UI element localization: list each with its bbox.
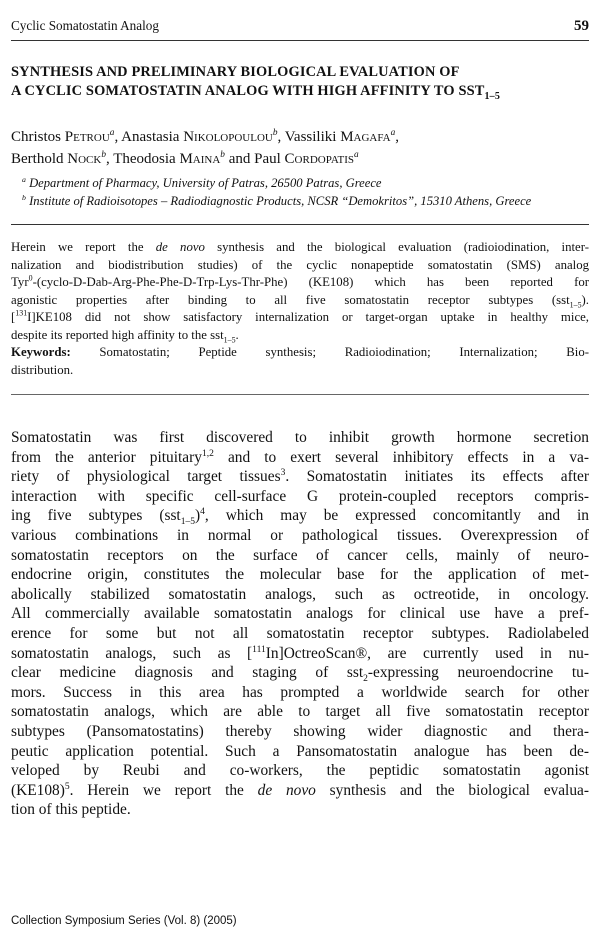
author-list <box>11 126 589 170</box>
article-title <box>11 63 589 101</box>
body-line-4: interaction with specific cell-surface G protein-coupled receptors compris- <box>11 487 589 505</box>
body-line-12: somatostatin analogs, such as [$^{111}$In]OctreoScan®, are currently used in nu- <box>11 643 589 662</box>
abstract-top-rule <box>11 224 589 225</box>
abstract <box>11 239 589 379</box>
body-line-17: peutic application potential. Such a Pansomatostatin analogue has been de- <box>11 742 589 760</box>
affiliation-b: $^b$ Institute of Radioisotopes – Radiodiagnostic Products, NCSR “Demokritos”, 15310 Athens, Greece <box>22 192 532 208</box>
body-line-8: endocrine origin, constitutes the molecular base for the application of met- <box>11 566 589 584</box>
body-line-18: veloped by Reubi and co-workers, the peptidic somatostatin agonist <box>11 762 589 780</box>
body-line-14: mors. Success in this area has prompted a worldwide search for other <box>11 683 589 701</box>
author-line-2: Berthold Nock$^b$, Theodosia Maina$^b$ and Paul Cordopatis$^a$ <box>11 150 359 167</box>
running-head <box>11 18 589 38</box>
abstract-line-2: nalization and biodistribution studies) of the cyclic nonapeptide somatostatin (SMS) analog <box>11 257 589 272</box>
running-head-title: Cyclic Somatostatin Analog <box>11 18 159 33</box>
body-line-2: from the anterior pituitary$^{1,2}$ and to exert several inhibitory effects in a va- <box>11 447 589 466</box>
body-line-5: ing five subtypes $(sst_{1-5})^4$, which may be expressed concomitantly and in <box>11 506 590 528</box>
body-line-3: riety of physiological target tissues$^3$. Somatostatin initiates its effects after <box>11 467 589 486</box>
keywords-line-1: Keywords: Somatostatin; Peptide synthesis; Radioiodination; Internalization; Bio- <box>11 345 589 359</box>
abstract-line-3: Tyr$^0$-(cyclo-D-Dab-Arg-Phe-Phe-D-Trp-Lys-Thr-Phe) (KE108) which has been reported for <box>11 273 589 289</box>
body-line-7: somatostatin receptors on the surface of cancer cells, mainly of neuro- <box>11 546 589 564</box>
body-paragraph <box>11 428 589 820</box>
affiliations <box>22 174 589 210</box>
abstract-line-6: despite its reported high affinity to the sst$_{1-5}$. <box>11 327 239 345</box>
footer-citation: Collection Symposium Series (Vol. 8) (2005) <box>11 915 237 927</box>
page-number: 59 <box>574 18 589 34</box>
article-title-line-2: A CYCLIC SOMATOSTATIN ANALOG WITH HIGH AFFINITY TO $SST_{1-5}$ <box>11 83 500 102</box>
body-line-9: abolically stabilized somatostatin analogs, such as octreotide, in oncology. <box>11 585 589 603</box>
keywords-label: Keywords: <box>11 345 71 359</box>
body-line-16: subtypes (Pansomatostatins) thereby showing wider diagnostic and thera- <box>11 722 589 740</box>
affiliation-a: $^a$ Department of Pharmacy, University of Patras, 26500 Patras, Greece <box>22 174 382 190</box>
body-line-1: Somatostatin was first discovered to inhibit growth hormone secretion <box>11 429 589 446</box>
abstract-line-5: [$^{131}$I]KE108 did not show satisfactory internalization or target-organ uptake in healthy mice, <box>11 308 589 324</box>
author-line-1: Christos Petrou$^a$, Anastasia Nikolopoulou$^b$, Vassiliki Magafa$^a$, <box>11 128 400 145</box>
body-line-10: All commercially available somatostatin analogs for clinical use have a pref- <box>11 605 589 623</box>
keywords-line-2: distribution. <box>11 362 74 377</box>
abstract-bottom-rule <box>11 394 589 395</box>
body-line-6: various combinations in normal or pathological tissues. Overexpression of <box>11 526 589 544</box>
article-title-line-1: SYNTHESIS AND PRELIMINARY BIOLOGICAL EVALUATION OF <box>11 64 460 80</box>
abstract-line-4: agonistic properties after binding to all five somatostatin receptor subtypes (sst$_{1-5}$). <box>11 292 589 310</box>
body-line-19: $(KE108)^5$. Herein we report the de novo synthesis and the biological evalua- <box>11 780 589 799</box>
body-line-13: clear medicine diagnosis and staging of sst$_2$-expressing neuroendocrine tu- <box>11 664 589 685</box>
body-line-15: somatostatin analogs, which are able to target all five somatostatin receptor <box>11 703 589 721</box>
body-line-11: erence for some but not all somatostatin receptor subtypes. Radiolabeled <box>11 624 589 642</box>
header-rule <box>11 40 589 41</box>
body-line-20: tion of this peptide. <box>11 801 131 819</box>
abstract-line-1: Herein we report the de novo synthesis and the biological evaluation (radioiodination, inter- <box>11 240 590 254</box>
